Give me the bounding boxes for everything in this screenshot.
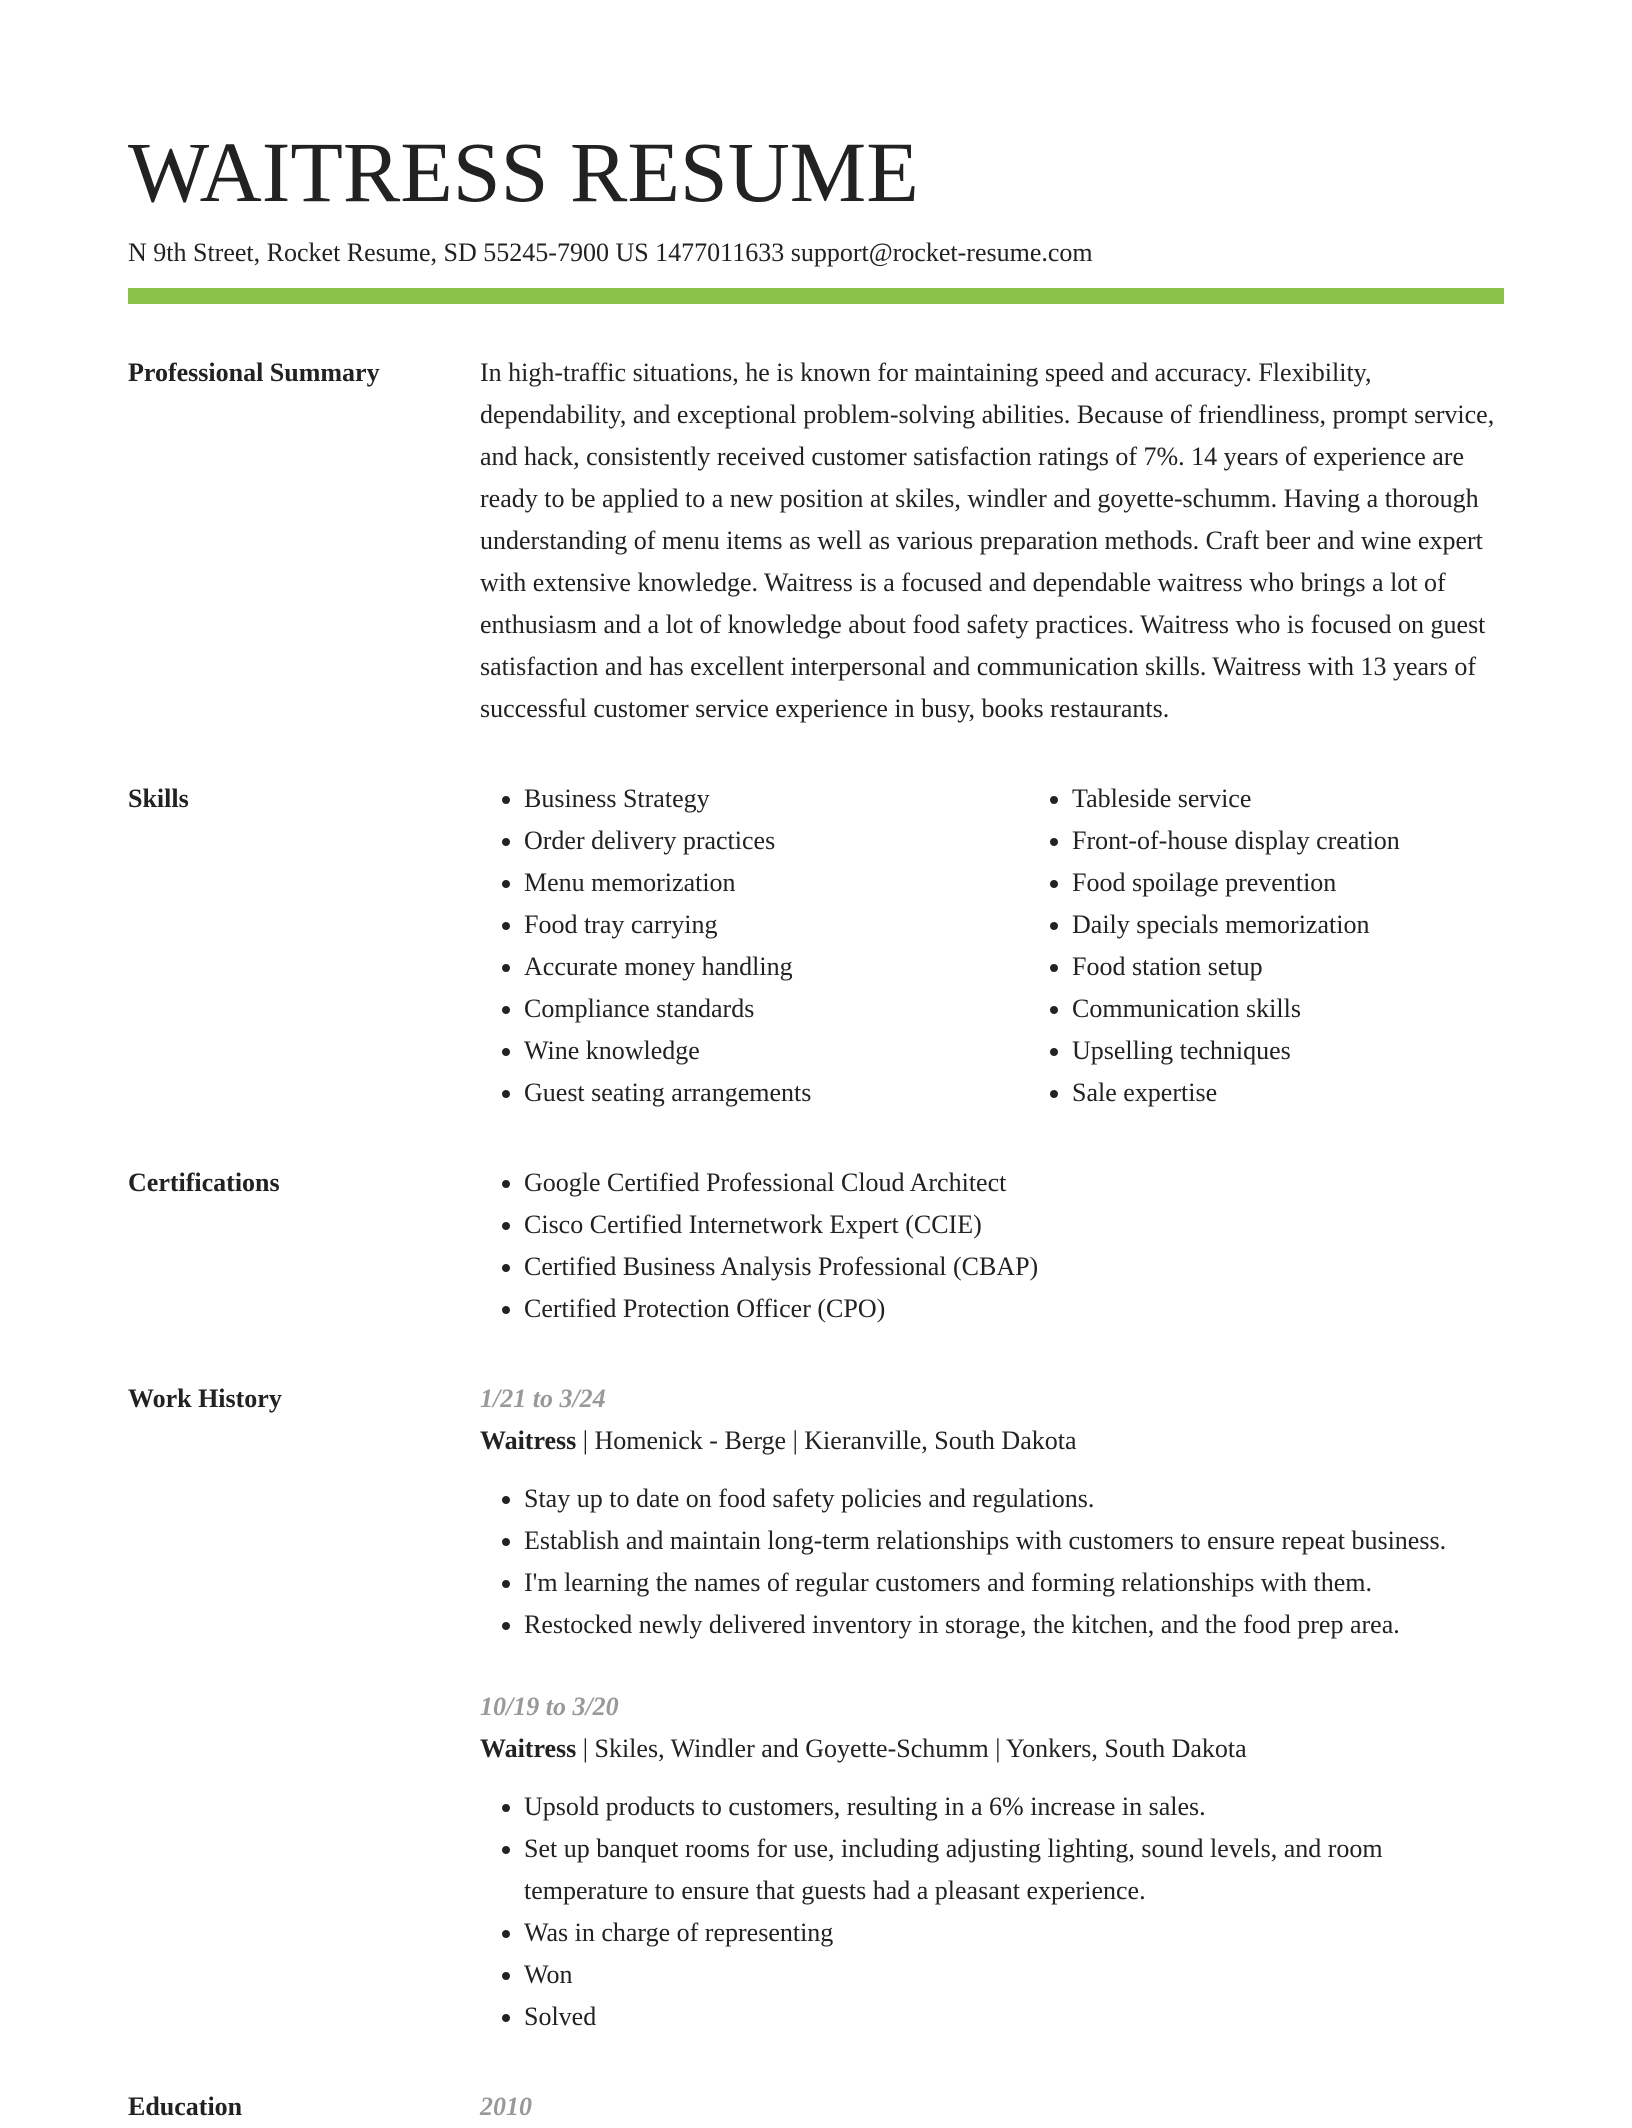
job-dates: 1/21 to 3/24	[480, 1384, 606, 1413]
skill-item: • Food tray carrying	[524, 904, 1028, 946]
certification-item: • Cisco Certified Internetwork Expert (CCIE)	[524, 1204, 1504, 1246]
skills-section	[128, 778, 1504, 1114]
job-bullet: • Solved	[524, 1996, 1504, 2038]
skill-item: • Food spoilage prevention	[1072, 862, 1576, 904]
resume-title: WAITRESS RESUME	[128, 124, 919, 220]
section-title-education: Education	[128, 2092, 243, 2121]
skill-item: • Wine knowledge	[524, 1030, 1028, 1072]
skills-columns	[480, 778, 1576, 1114]
section-title-summary: Professional Summary	[128, 358, 380, 387]
skill-item: • Accurate money handling	[524, 946, 1028, 988]
skill-item: • Front-of-house display creation	[1072, 820, 1576, 862]
skill-item: • Guest seating arrangements	[524, 1072, 1028, 1114]
summary-text: In high-traffic situations, he is known for maintaining speed and accuracy. Flexibility, dependability, and exceptional problem-solving abilities. Because of friendliness, prompt service, and hack, consistently received customer satisfaction ratings of 7%. 14 years of experience are ready to be applied to a new position at skiles, windler and goyette-schumm. Having a thorough understanding of menu items as well as various preparation methods. Craft beer and wine expert with extensive knowledge. Waitress is a focused and dependable waitress who brings a lot of enthusiasm and a lot of knowledge about food safety practices. Waitress who is focused on guest satisfaction and has excellent interpersonal and communication skills. Waitress with 13 years of successful customer service experience in busy, books restaurants.	[480, 358, 1495, 723]
job-heading	[480, 1420, 1504, 1462]
section-title-certifications: Certifications	[128, 1168, 280, 1197]
job-bullet: • Stay up to date on food safety policies and regulations.	[524, 1478, 1504, 1520]
job-bullet: • Upsold products to customers, resulting in a 6% increase in sales.	[524, 1786, 1504, 1828]
job-title: Waitress	[480, 1426, 577, 1455]
skill-item: • Daily specials memorization	[1072, 904, 1576, 946]
skill-item: • Food station setup	[1072, 946, 1576, 988]
work-history-section	[128, 1378, 1504, 2038]
job-details: | Homenick - Berge | Kieranville, South Dakota	[576, 1426, 1077, 1455]
contact-line: N 9th Street, Rocket Resume, SD 55245-7900 US 1477011633 support@rocket-resume.com	[128, 238, 1093, 267]
job-bullet: • Set up banquet rooms for use, including adjusting lighting, sound levels, and room temperature to ensure that guests had a pleasant experience.	[524, 1828, 1504, 1912]
skill-item: • Business Strategy	[524, 778, 1028, 820]
skills-list-left	[480, 778, 1028, 1114]
job-bullet: • Was in charge of representing	[524, 1912, 1504, 1954]
section-title-skills: Skills	[128, 784, 189, 813]
skills-list-right	[1028, 778, 1576, 1114]
job-bullets	[480, 1478, 1504, 1646]
section-title-work-history: Work History	[128, 1384, 282, 1413]
job-bullet: • Establish and maintain long-term relationships with customers to ensure repeat business.	[524, 1520, 1504, 1562]
job-dates: 10/19 to 3/20	[480, 1692, 619, 1721]
job-heading	[480, 1728, 1504, 1770]
skill-item: • Menu memorization	[524, 862, 1028, 904]
job-bullets	[480, 1786, 1504, 2038]
education-section	[128, 2086, 1504, 2128]
job-bullet: • Restocked newly delivered inventory in storage, the kitchen, and the food prep area.	[524, 1604, 1504, 1646]
skill-item: • Communication skills	[1072, 988, 1576, 1030]
job-entry	[480, 1378, 1504, 1646]
certification-item: • Google Certified Professional Cloud Architect	[524, 1162, 1504, 1204]
skill-item: • Tableside service	[1072, 778, 1576, 820]
job-bullet: • Won	[524, 1954, 1504, 1996]
certification-item: • Certified Protection Officer (CPO)	[524, 1288, 1504, 1330]
job-title: Waitress	[480, 1734, 577, 1763]
job-bullet: • I'm learning the names of regular customers and forming relationships with them.	[524, 1562, 1504, 1604]
skill-item: • Sale expertise	[1072, 1072, 1576, 1114]
summary-section	[128, 352, 1504, 730]
certification-item: • Certified Business Analysis Professional (CBAP)	[524, 1246, 1504, 1288]
education-date: 2010	[480, 2092, 532, 2121]
skill-item: • Compliance standards	[524, 988, 1028, 1030]
skill-item: • Order delivery practices	[524, 820, 1028, 862]
job-entry	[480, 1686, 1504, 2038]
certifications-section	[128, 1162, 1504, 1330]
job-details: | Skiles, Windler and Goyette-Schumm | Yonkers, South Dakota	[576, 1734, 1247, 1763]
skill-item: • Upselling techniques	[1072, 1030, 1576, 1072]
accent-divider	[128, 288, 1504, 304]
resume-page	[128, 122, 1504, 2128]
certifications-list	[480, 1162, 1504, 1330]
